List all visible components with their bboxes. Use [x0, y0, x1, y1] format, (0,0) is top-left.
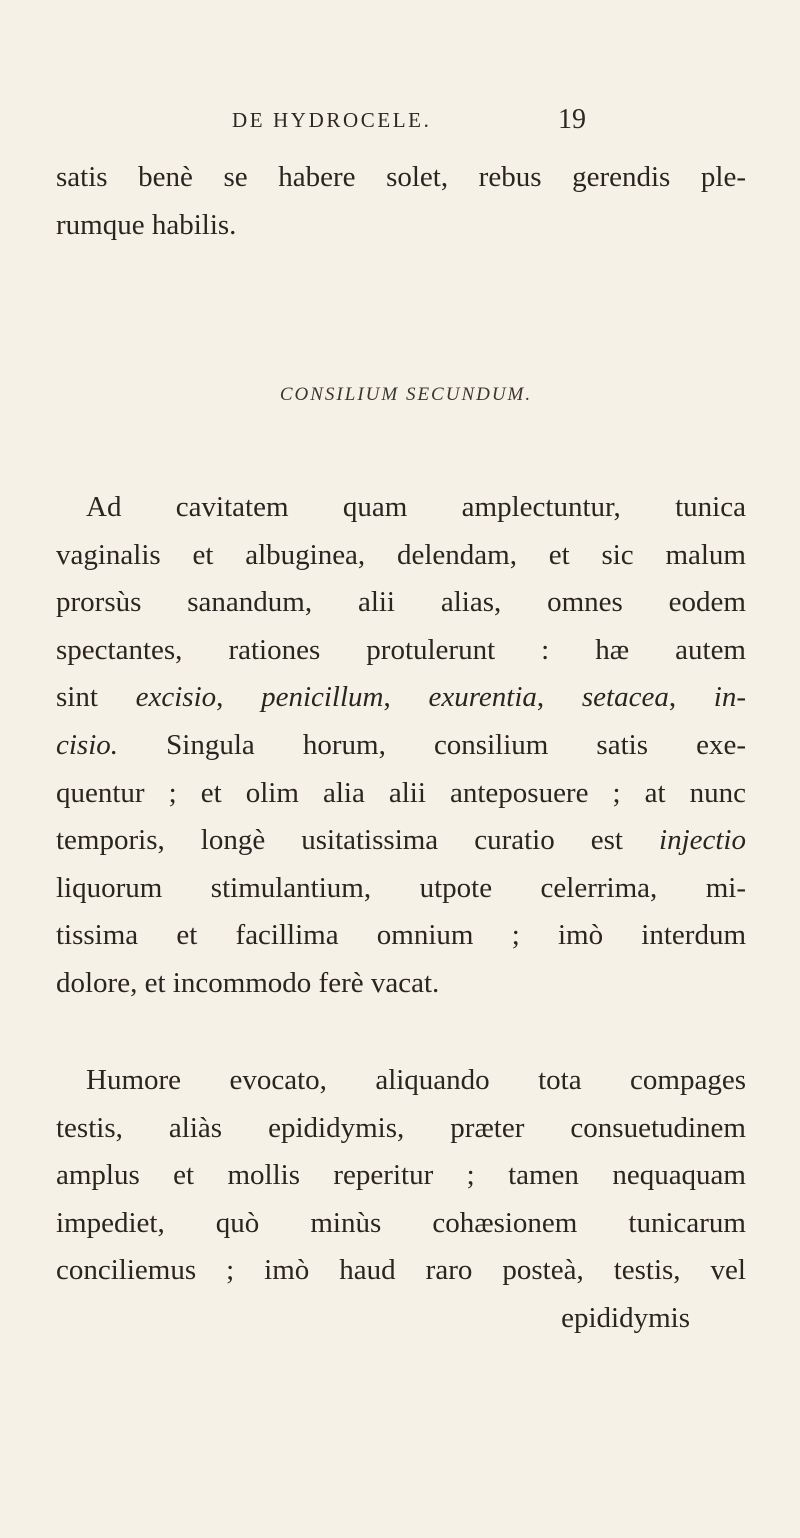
term-exurentia: exurentia: [428, 681, 537, 714]
text-line: prorsùs sanandum, alii alias, omnes eodem: [56, 586, 746, 619]
running-title: DE HYDROCELE.: [232, 108, 432, 132]
paragraph-consilium: [56, 484, 746, 1008]
text-line: rumque habilis.: [56, 208, 237, 241]
text-fragment: ,: [668, 681, 714, 714]
paragraph-continued: [56, 154, 746, 249]
paragraph-humore: [56, 1057, 746, 1343]
text-line: tissima et facillima omnium ; imò interdum: [56, 919, 746, 952]
term-penicillum: penicillum: [261, 681, 384, 714]
term-incisio-part1: in-: [713, 681, 746, 714]
text-fragment: ,: [383, 681, 429, 714]
text-line: Ad cavitatem quam amplectuntur, tunica: [86, 491, 746, 523]
text-line: quentur ; et olim alia alii anteposuere ; at nunc: [56, 776, 746, 809]
text-line: Humore evocato, aliquando tota compages: [86, 1064, 746, 1096]
text-line: [56, 674, 746, 722]
text-line: [56, 817, 746, 865]
text-fragment: Singula horum, consilium satis exe-: [118, 728, 746, 761]
text-line: impediet, quò minùs cohæsionem tunicarum: [56, 1206, 746, 1239]
section-heading: CONSILIUM SECUNDUM.: [279, 384, 533, 405]
term-injectio: injectio: [659, 824, 746, 857]
text-fragment: sint: [56, 681, 136, 714]
text-line: vaginalis et albuginea, delendam, et sic malum: [56, 538, 746, 571]
term-incisio-part2: cisio.: [56, 728, 119, 761]
text-fragment: ,: [536, 681, 582, 714]
page-number: 19: [558, 104, 586, 135]
text-line: satis benè se habere solet, rebus gerendis ple-: [56, 161, 746, 193]
catchword: epididymis: [561, 1301, 690, 1334]
text-line: dolore, et incommodo ferè vacat.: [56, 966, 440, 999]
text-line: spectantes, rationes protulerunt : hæ autem: [56, 633, 746, 666]
text-line: liquorum stimulantium, utpote celerrima, mi-: [56, 871, 746, 904]
term-setacea: setacea: [581, 681, 669, 714]
text-fragment: ,: [216, 681, 262, 714]
text-line: amplus et mollis reperitur ; tamen nequaquam: [56, 1159, 746, 1192]
term-excisio: excisio: [135, 681, 217, 714]
text-line: testis, aliàs epididymis, præter consuetudinem: [56, 1111, 746, 1144]
text-line: conciliemus ; imò haud raro posteà, testis, vel: [56, 1254, 746, 1287]
text-line: [56, 722, 746, 770]
text-fragment: temporis, longè usitatissima curatio est: [56, 824, 660, 857]
running-head: [0, 104, 800, 148]
